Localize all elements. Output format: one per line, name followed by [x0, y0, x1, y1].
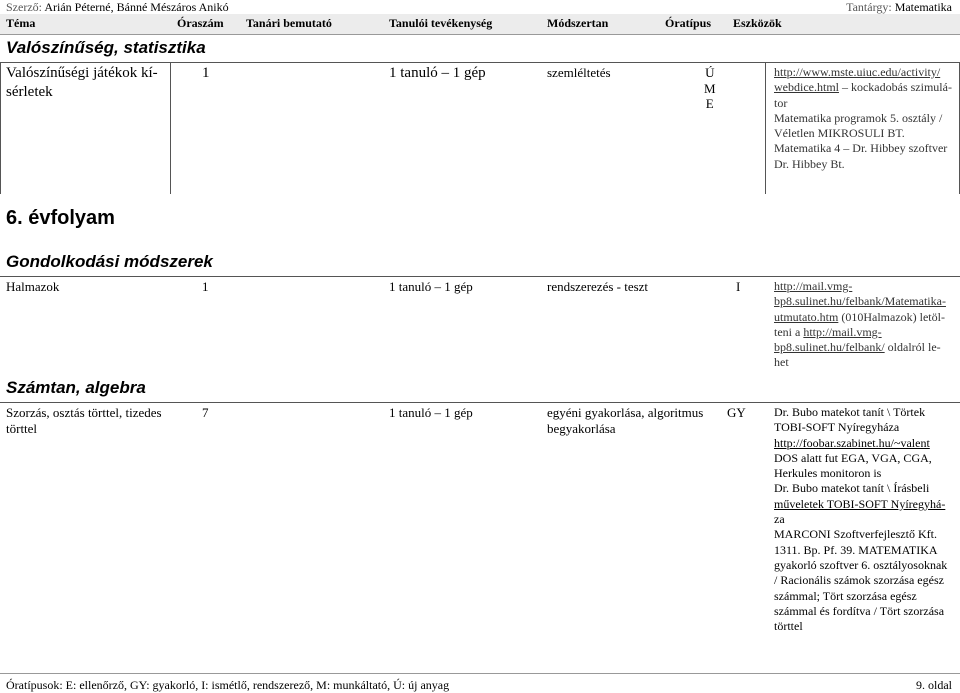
- topic-value: Halmazok: [6, 279, 60, 294]
- hours-value: 7: [202, 405, 209, 420]
- resource-line: számmal; Tört szorzása egész: [774, 588, 917, 603]
- lesson-type-value: I: [736, 279, 741, 294]
- resource-line: DOS alatt fut EGA, VGA, CGA,: [774, 450, 932, 465]
- resource-line: 1311. Bp. Pf. 39. MATEMATIKA: [774, 542, 938, 557]
- resource-line: [774, 340, 946, 355]
- column-header-student-activity: Tanulói tevékenység: [389, 16, 493, 30]
- hours-value: 1: [202, 279, 209, 294]
- row-divider: [0, 402, 960, 403]
- resource-line: / Racionális számok szorzása egész: [774, 573, 944, 588]
- resource-link[interactable]: bp8.sulinet.hu/felbank/Matematika-: [774, 294, 946, 309]
- resource-line: Dr. Bubo matekot tanít \ Törtek: [774, 405, 926, 419]
- methodology-value: szemléltetés: [547, 65, 611, 80]
- resource-link[interactable]: utmutato.htm: [774, 309, 839, 324]
- resource-text: – kockadobás szimulá-: [838, 80, 952, 95]
- resource-line: számmal és fordítva / Tört szorzása: [774, 603, 945, 618]
- methodology-line: begyakorlása: [547, 421, 616, 436]
- subject-name: Matematika: [894, 0, 952, 14]
- section-title-thinking-methods: Gondolkodási módszerek: [6, 252, 213, 271]
- topic-line: Valószínűségi játékok kí-: [6, 65, 158, 81]
- methodology-value: rendszerezés - teszt: [547, 279, 649, 294]
- lesson-type-legend: Óratípusok: E: ellenőrző, GY: gyakorló, I: ismétlő, rendszerező, M: munkáltató, Ú: új anyag: [6, 678, 450, 692]
- resource-link[interactable]: http://www.mste.uiuc.edu/activity/: [774, 65, 941, 79]
- column-divider: [765, 62, 766, 194]
- column-divider: [0, 62, 1, 194]
- column-header-teacher-demo: Tanári bemutató: [246, 16, 332, 30]
- resource-link: műveletek TOBI-SOFT Nyíregyhá-: [774, 496, 946, 511]
- resource-line: het: [774, 355, 789, 370]
- resource-text: (010Halmazok) letöl-: [838, 309, 945, 324]
- tools-list-probability: [774, 65, 952, 172]
- resource-line: [774, 497, 947, 512]
- resource-link[interactable]: http://mail.vmg-: [774, 279, 853, 293]
- subject-label: Tantárgy:: [846, 0, 892, 14]
- column-header-topic: Téma: [6, 16, 36, 30]
- topic-line: sérletek: [6, 84, 53, 100]
- resource-line: Dr. Bubo matekot tanít \ Írásbeli: [774, 481, 930, 496]
- row-divider: [0, 276, 960, 277]
- author-label: Szerző:: [6, 0, 42, 14]
- methodology-value: [547, 405, 703, 437]
- topic-value: [6, 405, 162, 437]
- topic-line: törttel: [6, 421, 38, 436]
- resource-line: Matematika 4 – Dr. Hibbey szoftver: [774, 141, 948, 156]
- topic-line: Szorzás, osztás törttel, tizedes: [6, 405, 162, 420]
- resource-link[interactable]: http://foobar.szabinet.hu/~valent: [774, 435, 930, 450]
- resource-line: Herkules monitoron is: [774, 466, 882, 481]
- author-names: Arián Péterné, Bánné Mészáros Anikó: [44, 0, 229, 14]
- section-title-arithmetic: Számtan, algebra: [6, 378, 146, 397]
- methodology-line: egyéni gyakorlása, algoritmus: [547, 405, 704, 420]
- resource-line: [774, 436, 947, 451]
- column-header-tools: Eszközök: [733, 16, 782, 30]
- lesson-type-value: GY: [727, 405, 746, 420]
- page-number: 9. oldal: [916, 678, 952, 692]
- resource-line: TOBI-SOFT Nyíregyháza: [774, 420, 900, 435]
- resource-line: [774, 65, 952, 80]
- resource-line: [774, 279, 946, 294]
- resource-line: [774, 80, 952, 95]
- student-activity-value: 1 tanuló – 1 gép: [389, 405, 473, 420]
- section-title-probability: Valószínűség, statisztika: [6, 38, 206, 57]
- resource-link[interactable]: bp8.sulinet.hu/felbank/: [774, 340, 885, 355]
- resource-line: [774, 310, 946, 325]
- resource-line: za: [774, 512, 785, 527]
- tools-list-thinking: [774, 279, 946, 371]
- author-line: [6, 0, 229, 15]
- tools-list-arithmetic: [774, 405, 947, 634]
- resource-line: [774, 294, 946, 309]
- resource-line: Matematika programok 5. osztály /: [774, 110, 943, 125]
- grade-heading: 6. évfolyam: [6, 207, 115, 229]
- footer-divider: [0, 673, 960, 674]
- column-divider: [170, 62, 171, 194]
- resource-text: oldalról le-: [884, 340, 941, 355]
- resource-line: MARCONI Szoftverfejlesztő Kft.: [774, 527, 937, 542]
- resource-text: teni a: [774, 324, 804, 339]
- resource-line: tor: [774, 95, 788, 110]
- resource-line: Dr. Hibbey Bt.: [774, 156, 845, 171]
- resource-line: gyakorló szoftver 6. osztályosoknak: [774, 557, 948, 572]
- table-row-probability-topic: [6, 64, 158, 102]
- resource-line: törttel: [774, 619, 803, 634]
- resource-link[interactable]: http://mail.vmg-: [803, 324, 882, 339]
- lesson-type-letter: Ú: [705, 65, 715, 80]
- resource-link[interactable]: webdice.html: [774, 80, 839, 95]
- student-activity-value: 1 tanuló – 1 gép: [389, 279, 473, 294]
- student-activity-value: 1 tanuló – 1 gép: [389, 65, 486, 81]
- lesson-type-letter: M: [704, 80, 716, 96]
- resource-line: Véletlen MIKROSULI BT.: [774, 126, 905, 141]
- hours-value: 1: [202, 65, 210, 81]
- resource-line: [774, 325, 946, 340]
- lesson-type-value: [704, 65, 716, 112]
- column-header-hours: Óraszám: [177, 16, 224, 30]
- lesson-type-letter: E: [705, 96, 714, 111]
- row-divider: [0, 62, 960, 63]
- column-header-methodology: Módszertan: [547, 16, 609, 30]
- column-header-lesson-type: Óratípus: [665, 16, 712, 30]
- subject-line: [846, 0, 952, 15]
